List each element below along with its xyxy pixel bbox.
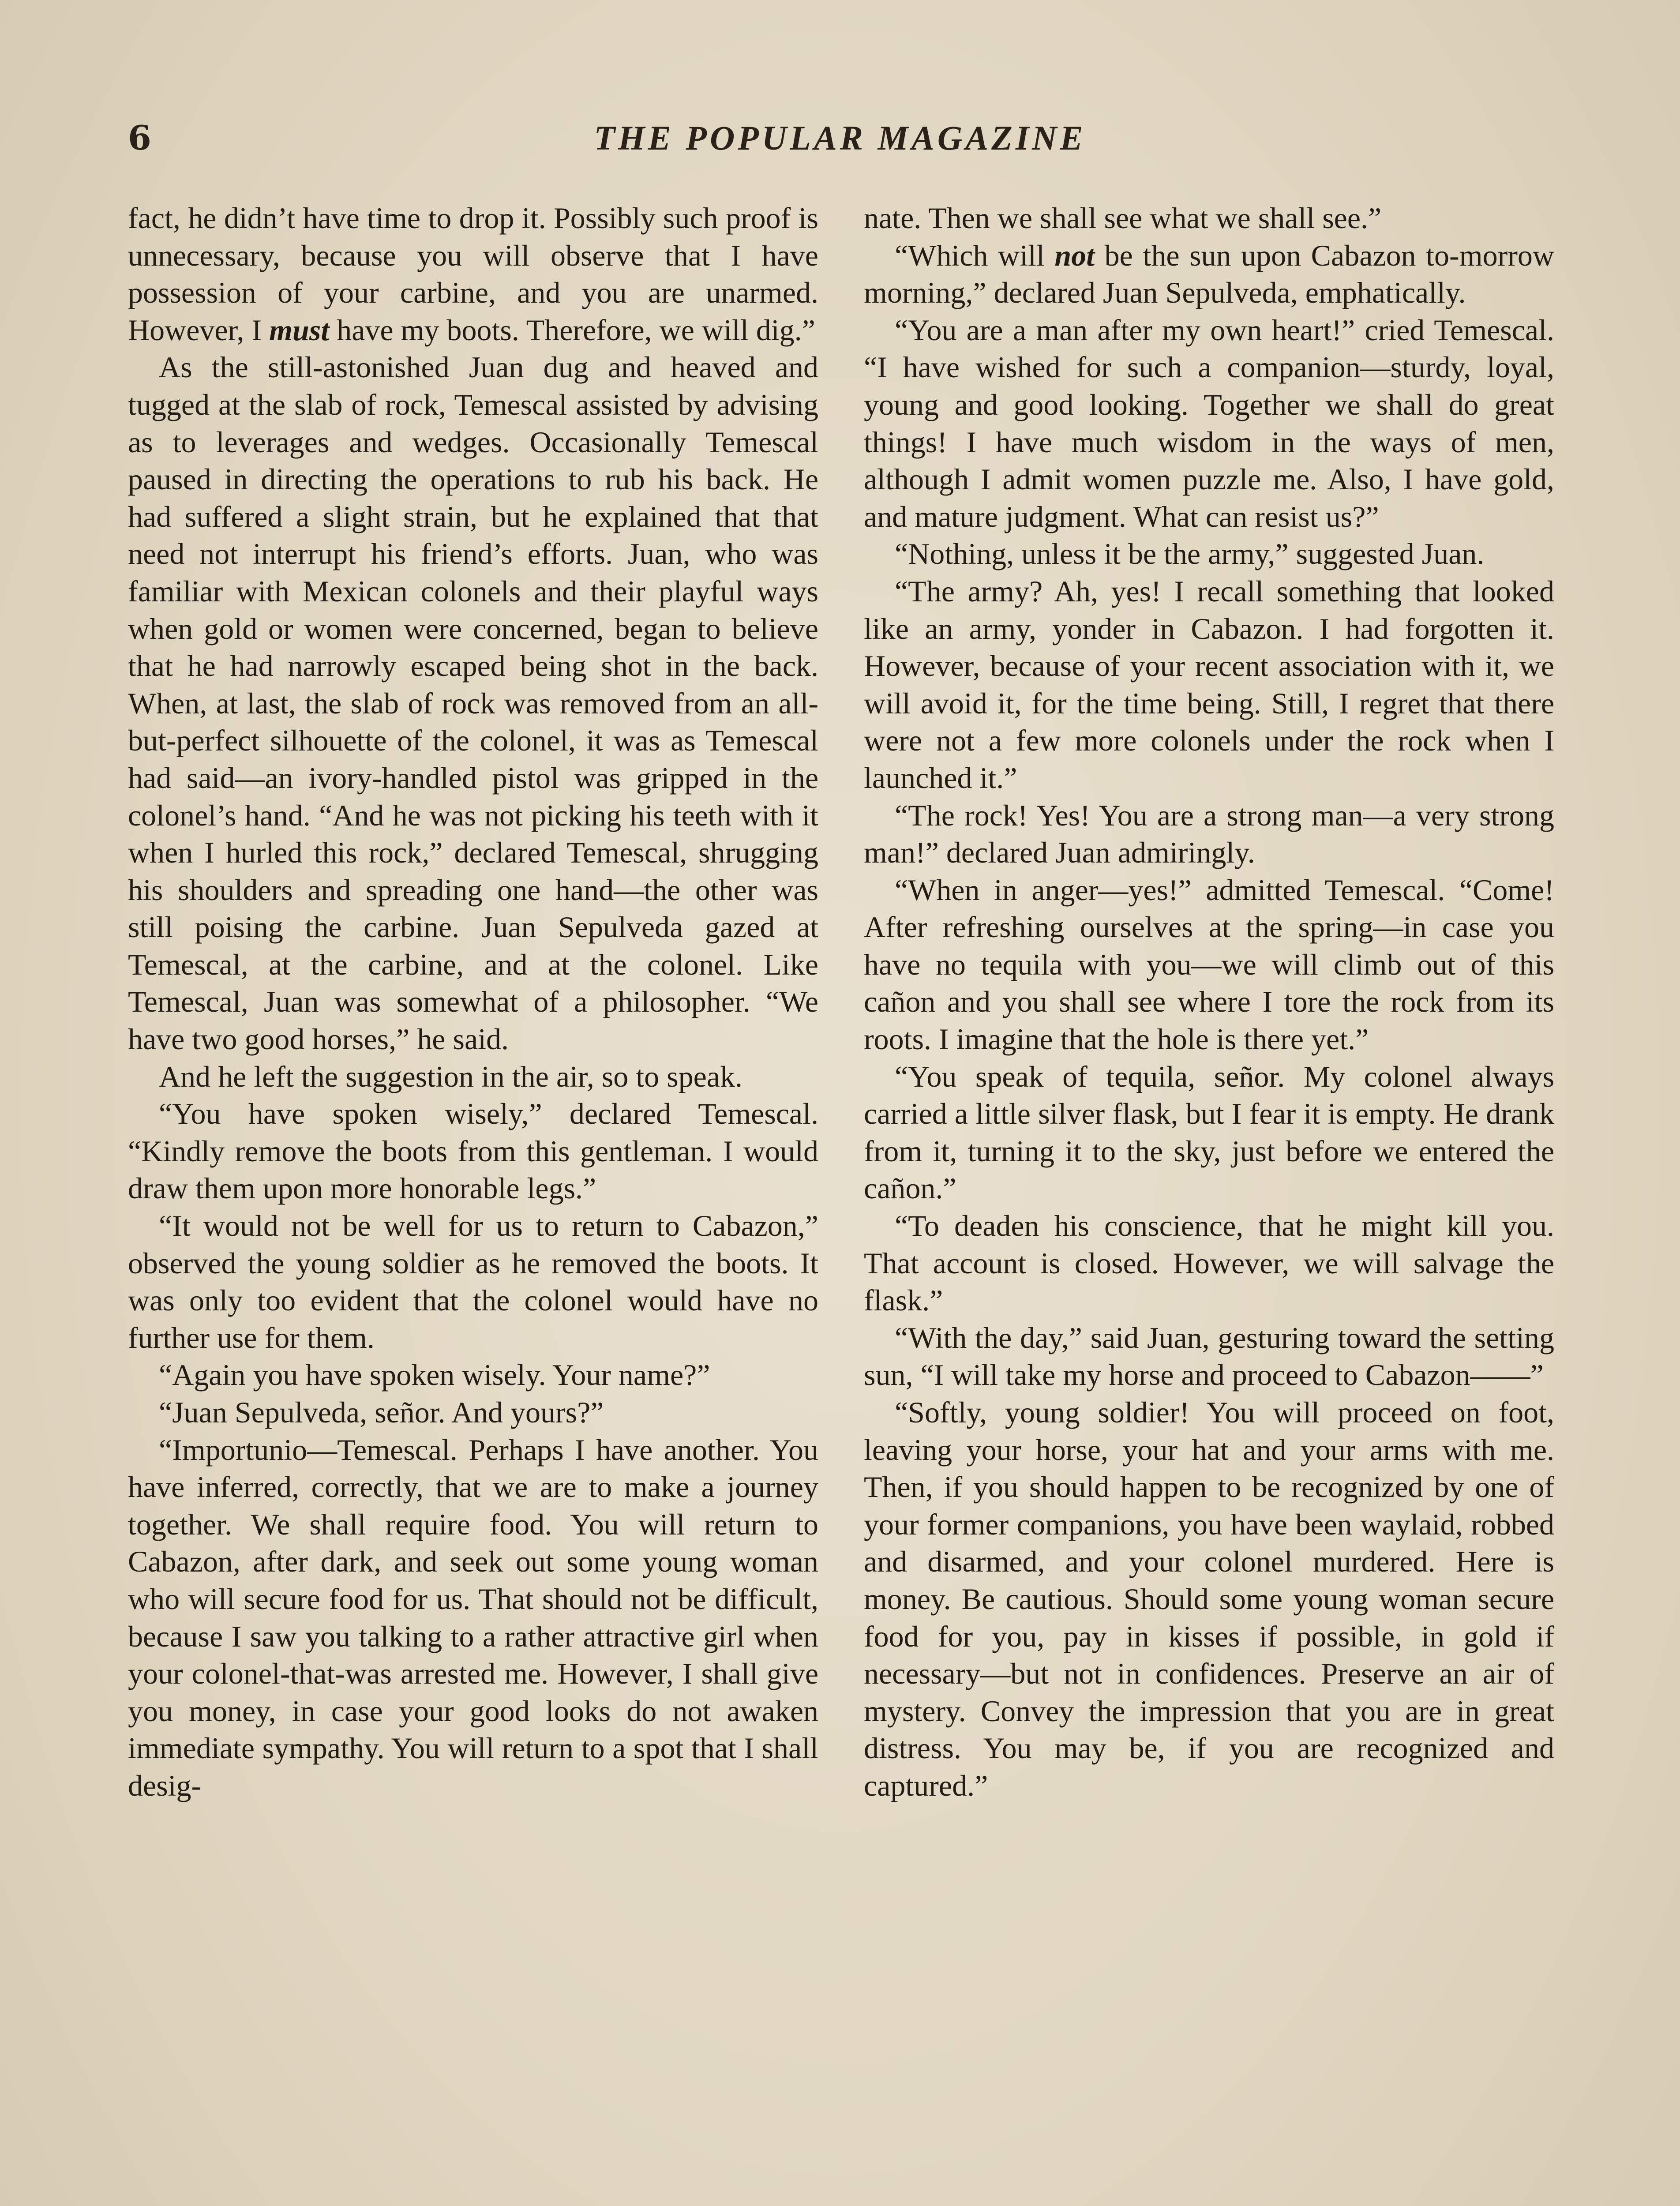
page-header: [128, 118, 1552, 162]
right-column: [864, 199, 1554, 1805]
paragraph: “Importunio—Temescal. Perhaps I have another. You have inferred, correctly, that we are to make a journey together. We shall require food. You will return to Cabazon, after dark, and seek out some young woman who will secure food for us. That should not be difficult, because I saw you talking to a rather attractive girl when your colonel-that-was arrested me. However, I shall give you money, in case your good looks do not awaken immediate sympathy. You will return to a spot that I shall desig-: [128, 1433, 818, 1802]
paragraph: “It would not be well for us to return to Cabazon,” observed the young soldier as he removed the boots. It was only too evident that the colonel would have no further use for them.: [128, 1209, 818, 1354]
paragraph: “Nothing, unless it be the army,” suggested Juan.: [895, 537, 1485, 571]
paragraph: “You have spoken wisely,” declared Temescal. “Kindly remove the boots from this gentleman. I would draw them upon more honorable legs.”: [128, 1097, 818, 1205]
emphasis-text: not: [1054, 238, 1095, 272]
paragraph: “The army? Ah, yes! I recall something that looked like an army, yonder in Cabazon. I had forgotten it. However, because of your recent association with it, we will avoid it, for the time being. Still, I regret that there were not a few more colonels under the rock when I launched it.”: [864, 574, 1554, 795]
paragraph: “You speak of tequila, señor. My colonel always carried a little silver flask, but I fear it is empty. He drank from it, turning it to the sky, just before we entered the cañon.”: [864, 1059, 1554, 1205]
emphasis-text: must: [269, 313, 330, 347]
paragraph: And he left the suggestion in the air, so to speak.: [159, 1059, 743, 1093]
paragraph-text: fact, he didn’t have time to drop it. Possibly such proof is unnecessary, because you will observe that I have possession of your carbine, and you are unarmed. However, I: [128, 201, 818, 347]
paragraph-text: be the sun upon Cabazon to-morrow morning,” declared Juan Sepulveda, emphatically.: [864, 238, 1554, 310]
paragraph-text: have my boots. Therefore, we will dig.”: [329, 313, 815, 347]
paragraph: “When in anger—yes!” admitted Temescal. “Come! After refreshing ourselves at the spring—in case you have no tequila with you—we will climb out of this cañon and you shall see where I tore the rock from its roots. I imagine that the hole is there yet.”: [864, 873, 1554, 1056]
column-gutter: [834, 196, 835, 2206]
paragraph: nate. Then we shall see what we shall see.”: [864, 201, 1382, 235]
paragraph: “You are a man after my own heart!” cried Temescal. “I have wished for such a companion—sturdy, loyal, young and good looking. Together we shall do great things! I have much wisdom in the ways of men, although I admit women puzzle me. Also, I have gold, and mature judgment. What can resist us?”: [864, 313, 1554, 533]
paragraph: “Juan Sepulveda, señor. And yours?”: [159, 1396, 604, 1429]
page-number: 6: [128, 118, 151, 158]
paragraph: “Softly, young soldier! You will proceed on foot, leaving your horse, your hat and your arms with me. Then, if you should happen to be recognized by one of your former companions, you have been waylaid, robbed and disarmed, and your colonel murdered. Here is money. Be cautious. Should some young woman secure food for you, pay in kisses if possible, in gold if necessary—but not in confidences. Preserve an air of mystery. Convey the impression that you are in great distress. You may be, if you are recognized and captured.”: [864, 1396, 1554, 1802]
paragraph: [864, 237, 1554, 311]
paragraph-text: “Which will: [895, 238, 1055, 272]
paragraph: “The rock! Yes! You are a strong man—a very strong man!” declared Juan admiringly.: [864, 798, 1554, 870]
paragraph: “Again you have spoken wisely. Your name?”: [159, 1358, 710, 1392]
running-head: THE POPULAR MAGAZINE: [594, 119, 1086, 157]
paragraph: [128, 199, 818, 349]
left-column: [128, 199, 818, 1805]
paragraph: “With the day,” said Juan, gesturing toward the setting sun, “I will take my horse and proceed to Cabazon——”: [864, 1321, 1554, 1392]
paragraph: As the still-astonished Juan dug and heaved and tugged at the slab of rock, Temescal assisted by advising as to leverages and wedges. Occasionally Temescal paused in directing the operations to rub his back. He had suffered a slight strain, but he explained that that need not interrupt his friend’s efforts. Juan, who was familiar with Mexican colonels and their playful ways when gold or women were concerned, began to believe that he had narrowly escaped being shot in the back. When, at last, the slab of rock was removed from an all-but-perfect silhouette of the colonel, it was as Temescal had said—an ivory-handled pistol was gripped in the colonel’s hand. “And he was not picking his teeth with it when I hurled this rock,” declared Temescal, shrugging his shoulders and spreading one hand—the other was still poising the carbine. Juan Sepulveda gazed at Temescal, at the carbine, and at the colonel. Like Temescal, Juan was somewhat of a philosopher. “We have two good horses,” he said.: [128, 350, 818, 1056]
paragraph: “To deaden his conscience, that he might kill you. That account is closed. However, we will salvage the flask.”: [864, 1209, 1554, 1317]
